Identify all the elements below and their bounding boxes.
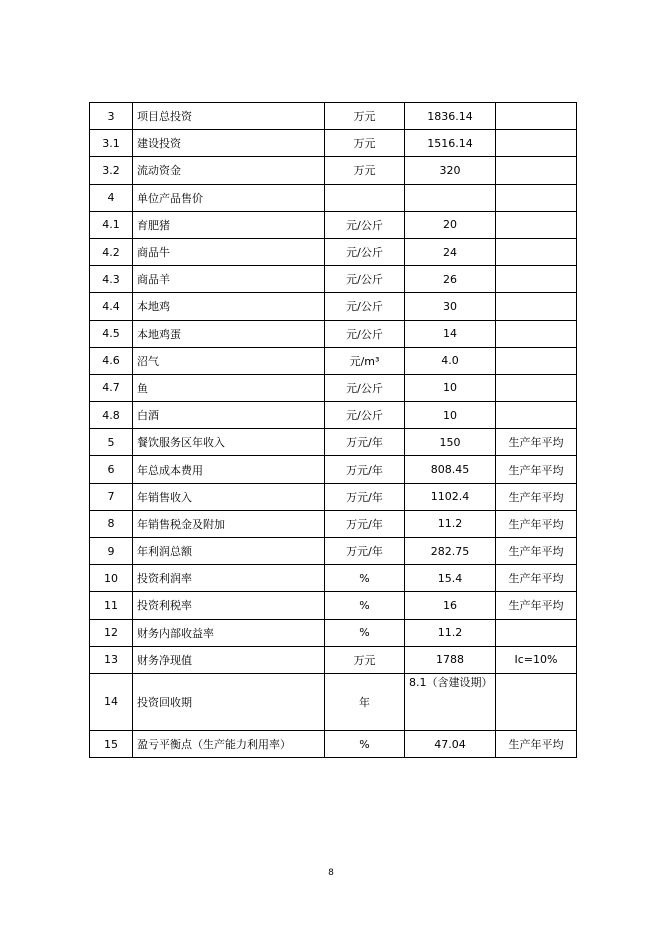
row-item: 餐饮服务区年收入 bbox=[133, 429, 325, 456]
row-number: 8 bbox=[90, 510, 133, 537]
row-unit bbox=[325, 184, 405, 211]
row-note bbox=[496, 293, 577, 320]
row-number: 3.2 bbox=[90, 157, 133, 184]
row-unit: % bbox=[325, 565, 405, 592]
row-note: 生产年平均 bbox=[496, 483, 577, 510]
table-row bbox=[90, 157, 577, 184]
row-note: 生产年平均 bbox=[496, 730, 577, 757]
row-unit: % bbox=[325, 619, 405, 646]
row-item: 流动资金 bbox=[133, 157, 325, 184]
row-number: 14 bbox=[90, 673, 133, 730]
row-note bbox=[496, 266, 577, 293]
table-row bbox=[90, 592, 577, 619]
row-value: 8.1（含建设期） bbox=[405, 673, 496, 730]
table-row bbox=[90, 646, 577, 673]
row-unit: 万元/年 bbox=[325, 538, 405, 565]
table-row bbox=[90, 184, 577, 211]
table-row bbox=[90, 565, 577, 592]
row-note bbox=[496, 374, 577, 401]
row-value: 47.04 bbox=[405, 730, 496, 757]
row-value: 14 bbox=[405, 320, 496, 347]
row-unit: 元/公斤 bbox=[325, 293, 405, 320]
row-number: 4.7 bbox=[90, 374, 133, 401]
row-value: 1788 bbox=[405, 646, 496, 673]
table-row bbox=[90, 510, 577, 537]
row-number: 4.1 bbox=[90, 211, 133, 238]
row-value: 1516.14 bbox=[405, 130, 496, 157]
row-item: 投资回收期 bbox=[133, 673, 325, 730]
row-unit: 万元 bbox=[325, 646, 405, 673]
row-value: 1836.14 bbox=[405, 103, 496, 130]
table-row bbox=[90, 266, 577, 293]
row-note bbox=[496, 211, 577, 238]
table-row bbox=[90, 619, 577, 646]
row-value: 20 bbox=[405, 211, 496, 238]
row-value: 4.0 bbox=[405, 347, 496, 374]
row-unit: % bbox=[325, 592, 405, 619]
row-unit: 万元 bbox=[325, 157, 405, 184]
row-number: 4.8 bbox=[90, 402, 133, 429]
row-unit: 万元/年 bbox=[325, 456, 405, 483]
table-row bbox=[90, 211, 577, 238]
row-note bbox=[496, 320, 577, 347]
row-number: 4.5 bbox=[90, 320, 133, 347]
row-number: 7 bbox=[90, 483, 133, 510]
row-value: 1102.4 bbox=[405, 483, 496, 510]
table-row bbox=[90, 730, 577, 757]
row-unit: 万元/年 bbox=[325, 429, 405, 456]
row-item: 财务内部收益率 bbox=[133, 619, 325, 646]
row-number: 13 bbox=[90, 646, 133, 673]
row-unit: 元/公斤 bbox=[325, 211, 405, 238]
row-unit: 元/公斤 bbox=[325, 374, 405, 401]
row-value: 150 bbox=[405, 429, 496, 456]
row-note bbox=[496, 619, 577, 646]
row-number: 5 bbox=[90, 429, 133, 456]
row-item: 投资利润率 bbox=[133, 565, 325, 592]
row-number: 4.2 bbox=[90, 238, 133, 265]
row-number: 9 bbox=[90, 538, 133, 565]
row-unit: 万元 bbox=[325, 103, 405, 130]
row-item: 沼气 bbox=[133, 347, 325, 374]
row-note bbox=[496, 238, 577, 265]
row-item: 投资利税率 bbox=[133, 592, 325, 619]
table-row bbox=[90, 238, 577, 265]
row-number: 3 bbox=[90, 103, 133, 130]
row-note bbox=[496, 402, 577, 429]
row-number: 4.4 bbox=[90, 293, 133, 320]
row-value: 808.45 bbox=[405, 456, 496, 483]
table-row bbox=[90, 429, 577, 456]
row-item: 白酒 bbox=[133, 402, 325, 429]
table-row bbox=[90, 320, 577, 347]
table-row bbox=[90, 130, 577, 157]
row-value bbox=[405, 184, 496, 211]
row-value: 15.4 bbox=[405, 565, 496, 592]
row-number: 10 bbox=[90, 565, 133, 592]
row-number: 12 bbox=[90, 619, 133, 646]
row-unit: 元/公斤 bbox=[325, 238, 405, 265]
row-unit: 万元 bbox=[325, 130, 405, 157]
row-unit: 万元/年 bbox=[325, 483, 405, 510]
table-row bbox=[90, 483, 577, 510]
row-note: Ic=10% bbox=[496, 646, 577, 673]
table-row bbox=[90, 293, 577, 320]
row-number: 4 bbox=[90, 184, 133, 211]
row-item: 年总成本费用 bbox=[133, 456, 325, 483]
row-number: 3.1 bbox=[90, 130, 133, 157]
row-unit: 元/公斤 bbox=[325, 402, 405, 429]
row-value: 11.2 bbox=[405, 619, 496, 646]
page-number: 8 bbox=[328, 868, 334, 878]
row-note bbox=[496, 130, 577, 157]
row-item: 年销售收入 bbox=[133, 483, 325, 510]
table-row bbox=[90, 103, 577, 130]
row-unit: 元/m³ bbox=[325, 347, 405, 374]
row-note: 生产年平均 bbox=[496, 592, 577, 619]
table-row bbox=[90, 374, 577, 401]
row-item: 财务净现值 bbox=[133, 646, 325, 673]
row-value: 26 bbox=[405, 266, 496, 293]
row-number: 11 bbox=[90, 592, 133, 619]
row-number: 4.6 bbox=[90, 347, 133, 374]
row-unit: 元/公斤 bbox=[325, 320, 405, 347]
row-item: 本地鸡 bbox=[133, 293, 325, 320]
row-item: 建设投资 bbox=[133, 130, 325, 157]
row-note bbox=[496, 103, 577, 130]
row-note bbox=[496, 184, 577, 211]
row-unit: 元/公斤 bbox=[325, 266, 405, 293]
table-row bbox=[90, 538, 577, 565]
row-number: 4.3 bbox=[90, 266, 133, 293]
table-row bbox=[90, 673, 577, 730]
row-number: 6 bbox=[90, 456, 133, 483]
row-note: 生产年平均 bbox=[496, 456, 577, 483]
row-value: 24 bbox=[405, 238, 496, 265]
row-note: 生产年平均 bbox=[496, 510, 577, 537]
row-item: 育肥猪 bbox=[133, 211, 325, 238]
row-item: 盈亏平衡点（生产能力利用率） bbox=[133, 730, 325, 757]
row-number: 15 bbox=[90, 730, 133, 757]
table-row bbox=[90, 347, 577, 374]
row-value: 16 bbox=[405, 592, 496, 619]
row-value: 30 bbox=[405, 293, 496, 320]
table-row bbox=[90, 402, 577, 429]
row-note: 生产年平均 bbox=[496, 429, 577, 456]
row-item: 单位产品售价 bbox=[133, 184, 325, 211]
row-note bbox=[496, 673, 577, 730]
row-item: 商品牛 bbox=[133, 238, 325, 265]
row-item: 商品羊 bbox=[133, 266, 325, 293]
indicator-table bbox=[89, 102, 577, 758]
row-value: 320 bbox=[405, 157, 496, 184]
row-note: 生产年平均 bbox=[496, 538, 577, 565]
row-note bbox=[496, 347, 577, 374]
row-value: 11.2 bbox=[405, 510, 496, 537]
row-note: 生产年平均 bbox=[496, 565, 577, 592]
row-unit: 万元/年 bbox=[325, 510, 405, 537]
row-item: 项目总投资 bbox=[133, 103, 325, 130]
row-value: 282.75 bbox=[405, 538, 496, 565]
row-value: 10 bbox=[405, 402, 496, 429]
row-item: 年销售税金及附加 bbox=[133, 510, 325, 537]
row-unit: 年 bbox=[325, 673, 405, 730]
row-unit: % bbox=[325, 730, 405, 757]
row-item: 鱼 bbox=[133, 374, 325, 401]
row-note bbox=[496, 157, 577, 184]
row-item: 本地鸡蛋 bbox=[133, 320, 325, 347]
row-value: 10 bbox=[405, 374, 496, 401]
table-row bbox=[90, 456, 577, 483]
row-item: 年利润总额 bbox=[133, 538, 325, 565]
